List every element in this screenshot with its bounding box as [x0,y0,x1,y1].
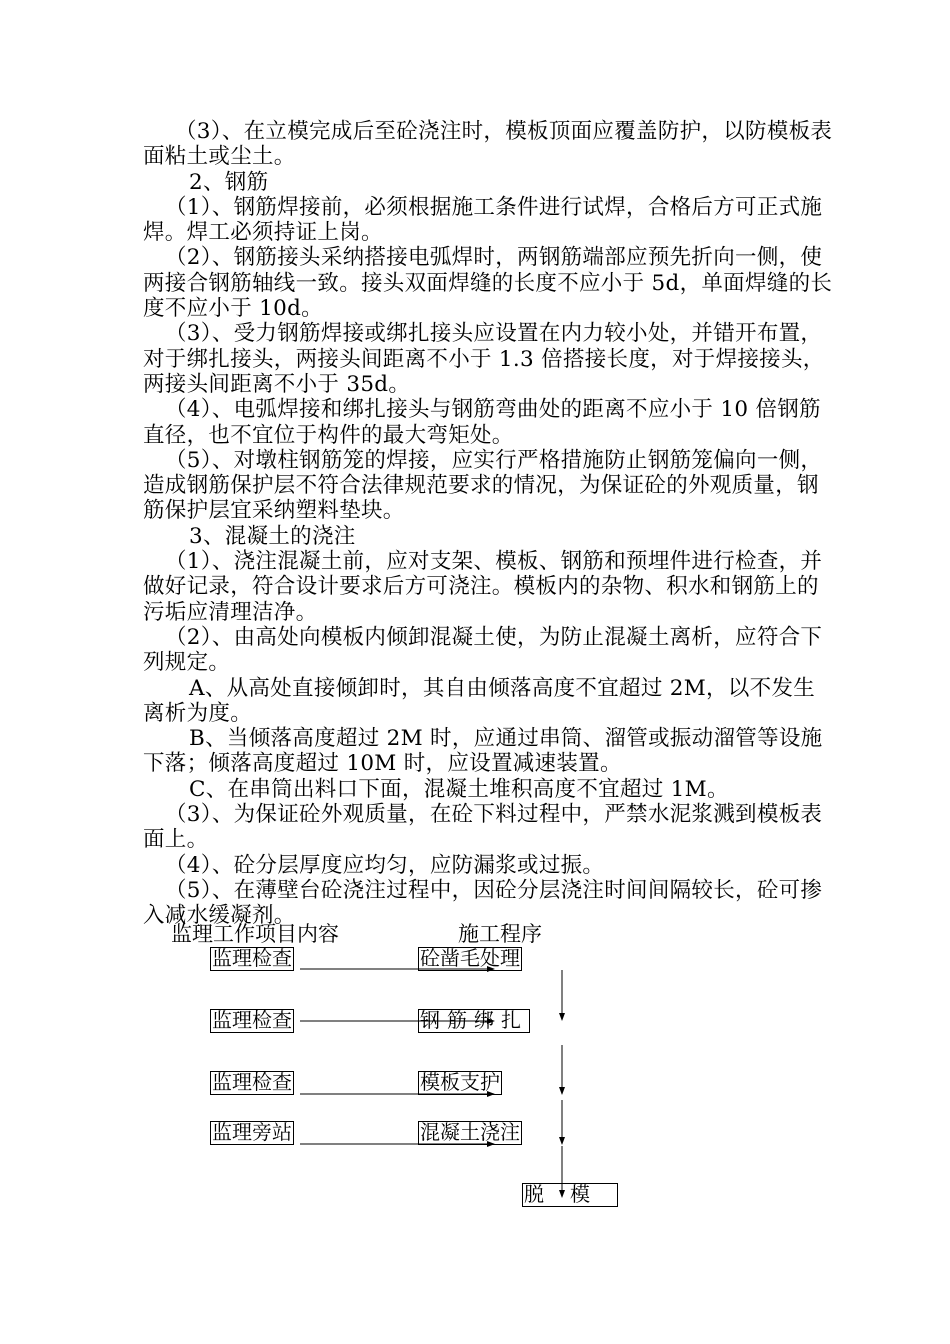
paragraph: （2）、由高处向模板内倾卸混凝土使，为防止混凝土离析，应符合下列规定。 [143,624,823,676]
section-heading: 3、混凝土的浇注 [189,523,356,549]
paragraph: （2）、钢筋接头采纳搭接电弧焊时，两钢筋端部应预先折向一侧，使两接合钢筋轴线一致。接头双面焊缝的长度不应小于 5d，单面焊缝的长度不应小于 10d。 [143,245,833,322]
paragraph: （1）、浇注混凝土前，应对支架、模板、钢筋和预埋件进行检查，并做好记录，符合设计要求后方可浇注。模板内的杂物、积水和钢筋上的污垢应清理洁净。 [143,549,823,625]
flowchart-header-left: 监理工作项目内容 [171,922,339,946]
flowchart-header-right: 施工程序 [458,922,542,946]
supervision-box: 监理检查 [212,946,292,970]
process-step-box: 砼凿毛处理 [420,946,520,970]
section-heading: 2、钢筋 [189,169,269,195]
document-body [143,119,833,929]
process-step-box: 混凝土浇注 [420,1120,520,1144]
paragraph: （4）、砼分层厚度应均匀，应防漏浆或过振。 [165,852,605,878]
supervision-box: 监理检查 [212,1008,292,1032]
paragraph: （4）、电弧焊接和绑扎接头与钢筋弯曲处的距离不应小于 10 倍钢筋直径，也不宜位于构件的最大弯矩处。 [143,397,821,448]
process-step-box: 模板支护 [420,1070,500,1094]
paragraph: （3）、在立模完成后至砼浇注时，模板顶面应覆盖防护，以防模板表面粘土或尘土。 [143,119,833,170]
paragraph: （1）、钢筋焊接前，必须根据施工条件进行试焊，合格后方可正式施焊。焊工必须持证上岗。 [143,194,823,246]
paragraph: （3）、为保证砼外观质量，在砼下料过程中，严禁水泥浆溅到模板表面上。 [143,802,823,853]
paragraph: C、在串筒出料口下面，混凝土堆积高度不宜超过 1M。 [189,776,729,802]
supervision-box: 监理旁站 [212,1120,292,1144]
process-step-box-final: 脱模 [524,1182,616,1206]
supervision-box: 监理检查 [212,1070,292,1094]
paragraph: B、当倾落高度超过 2M 时，应通过串筒、溜管或振动溜管等设施下落；倾落高度超过 10M 时，应设置减速装置。 [143,726,823,777]
paragraph: （3）、受力钢筋焊接或绑扎接头应设置在内力较小处，并错开布置，对于绑扎接头，两接头间距离不小于 1.3 倍搭接长度，对于焊接接头，两接头间距离不小于 35d。 [143,321,825,397]
paragraph: A、从高处直接倾卸时，其自由倾落高度不宜超过 2M，以不发生离析为度。 [143,675,816,726]
process-step-box: 钢筋绑扎 [420,1008,528,1032]
paragraph: （5）、在薄壁台砼浇注过程中，因砼分层浇注时间间隔较长，砼可掺入减水缓凝剂。 [143,877,823,929]
paragraph: （5）、对墩柱钢筋笼的焊接，应实行严格措施防止钢筋笼偏向一侧，造成钢筋保护层不符合法律规范要求的情况，为保证砼的外观质量，钢筋保护层宜采纳塑料垫块。 [143,447,823,524]
